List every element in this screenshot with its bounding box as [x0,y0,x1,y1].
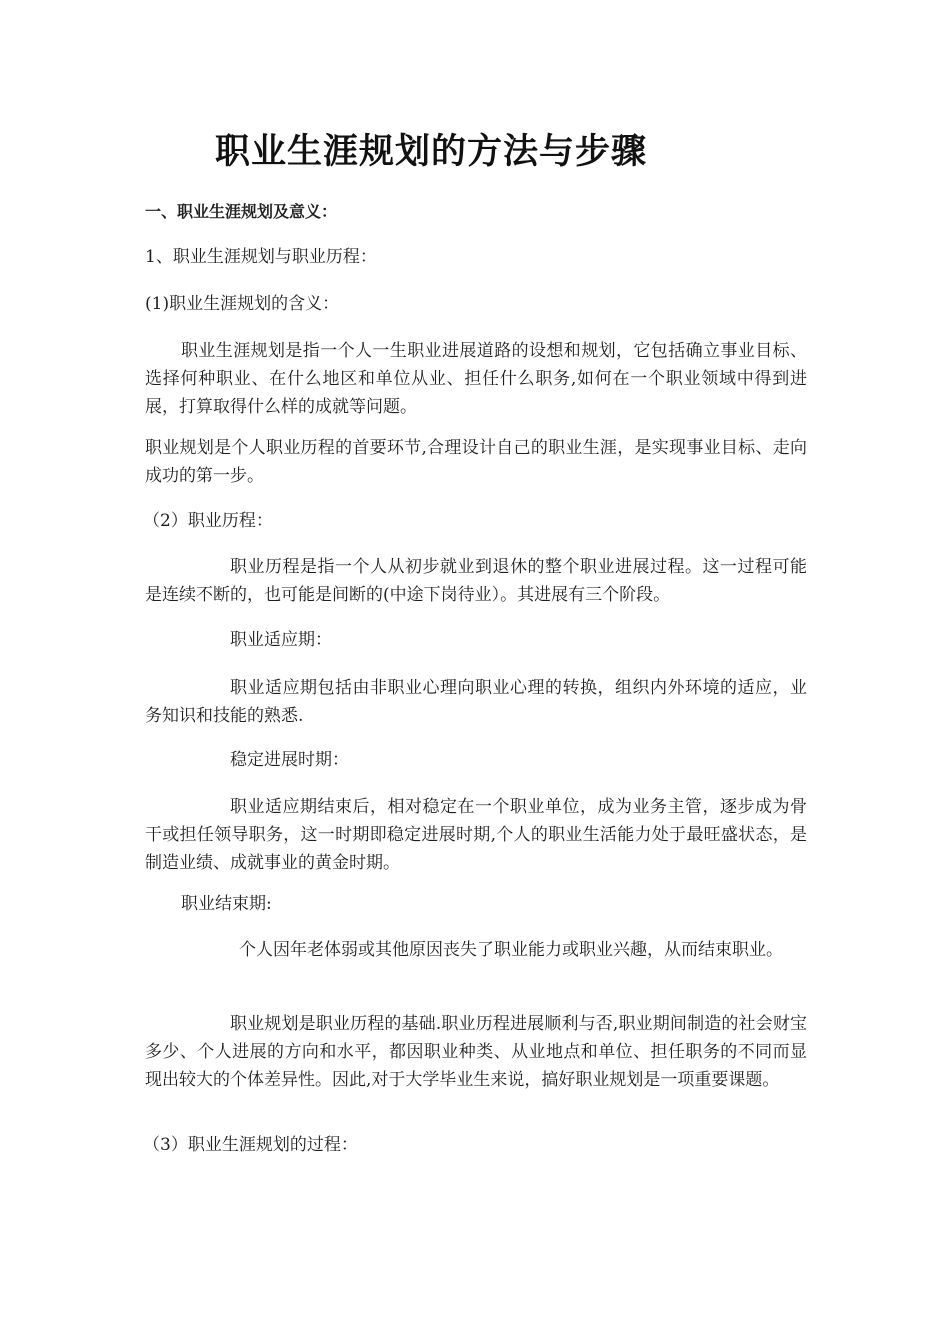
paragraph-summary: 职业规划是职业历程的基础.职业历程进展顺利与否,职业期间制造的社会财宝多少、个人进展的方向和水平，都因职业种类、从业地点和单位、担任职务的不同而显现出较大的个体差异性。因此,对于大学毕业生来说，搞好职业规划是一项重要课题。 [145,1014,807,1090]
stage-heading-stable: 稳定进展时期： [230,750,349,770]
stage-heading-ending: 职业结束期: [181,894,272,914]
section-heading: 一、职业生涯规划及意义： [145,202,338,221]
item-heading-process: （3）职业生涯规划的过程： [143,1135,358,1155]
paragraph-adaptation: 职业适应期包括由非职业心理向职业心理的转换，组织内外环境的适应，业务知识和技能的熟悉. [145,678,807,726]
paragraph-definition: 职业生涯规划是指一个人一生职业进展道路的设想和规划，它包括确立事业目标、选择何种职业、在什么地区和单位从业、担任什么职务,如何在一个职业领域中得到进展，打算取得什么样的成就等问题。 [145,341,807,417]
stage-heading-adaptation: 职业适应期： [230,630,332,650]
paragraph-stable: 职业适应期结束后，相对稳定在一个职业单位，成为业务主管，逐步成为骨干或担任领导职务，这一时期即稳定进展时期,个人的职业生活能力处于最旺盛状态，是制造业绩、成就事业的黄金时期。 [145,797,807,873]
item-heading-meaning: (1)职业生涯规划的含义： [145,294,340,314]
item-heading-career-course: （2）职业历程： [143,511,273,531]
document-title: 职业生涯规划的方法与步骤 [214,132,647,172]
paragraph-first-step: 职业规划是个人职业历程的首要环节,合理设计自己的职业生涯，是实现事业目标、走向成功的第一步。 [145,438,807,486]
paragraph-ending: 个人因年老体弱或其他原因丧失了职业能力或职业兴趣，从而结束职业。 [239,940,783,960]
paragraph-career-course: 职业历程是指一个人从初步就业到退休的整个职业进展过程。这一过程可能是连续不断的，也可能是间断的(中途下岗待业）。其进展有三个阶段。 [145,557,807,605]
subsection-heading: 1、职业生涯规划与职业历程： [145,247,377,267]
